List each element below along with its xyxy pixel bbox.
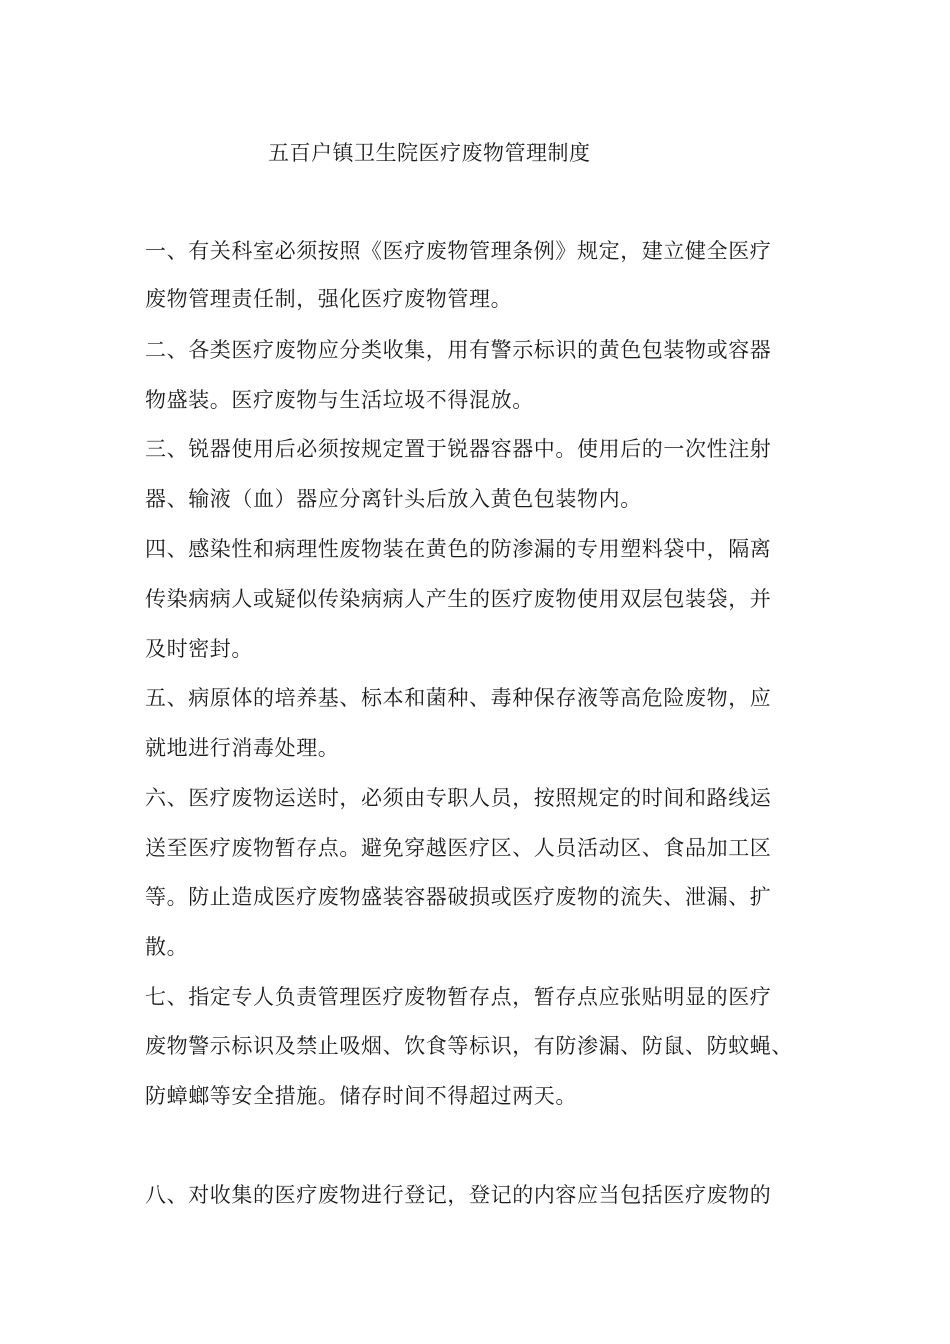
text-line: 送至医疗废物暂存点。避免穿越医疗区、人员活动区、食品加工区 bbox=[145, 836, 772, 860]
text-line: 一、有关科室必须按照《医疗废物管理条例》规定，建立健全医疗 bbox=[145, 239, 772, 263]
text-line: 七、指定专人负责管理医疗废物暂存点，暂存点应张贴明显的医疗 bbox=[145, 985, 772, 1009]
document-title: 五百户镇卫生院医疗废物管理制度 bbox=[268, 141, 591, 165]
text-line: 三、锐器使用后必须按规定置于锐器容器中。使用后的一次性注射 bbox=[145, 437, 772, 461]
text-line: 就地进行消毒处理。 bbox=[145, 736, 340, 760]
text-line: 五、病原体的培养基、标本和菌种、毒种保存液等高危险废物，应 bbox=[145, 686, 772, 710]
text-line: 等。防止造成医疗废物盛装容器破损或医疗废物的流失、泄漏、扩 bbox=[145, 885, 772, 909]
text-line: 二、各类医疗废物应分类收集，用有警示标识的黄色包装物或容器 bbox=[145, 338, 772, 362]
text-line: 防蟑螂等安全措施。储存时间不得超过两天。 bbox=[145, 1084, 577, 1108]
text-line: 四、感染性和病理性废物装在黄色的防渗漏的专用塑料袋中，隔离 bbox=[145, 537, 772, 561]
text-line: 及时密封。 bbox=[145, 637, 253, 661]
text-line: 废物警示标识及禁止吸烟、饮食等标识，有防渗漏、防鼠、防蚊蝇、 bbox=[145, 1034, 793, 1058]
text-line: 八、对收集的医疗废物进行登记，登记的内容应当包括医疗废物的 bbox=[145, 1183, 772, 1207]
text-line: 六、医疗废物运送时，必须由专职人员，按照规定的时间和路线运 bbox=[145, 786, 772, 810]
text-line: 物盛装。医疗废物与生活垃圾不得混放。 bbox=[145, 388, 534, 412]
text-line: 器、输液（血）器应分离针头后放入黄色包装物内。 bbox=[145, 487, 642, 511]
text-line: 废物管理责任制，强化医疗废物管理。 bbox=[145, 287, 513, 311]
text-line: 散。 bbox=[145, 935, 189, 959]
text-line: 传染病病人或疑似传染病病人产生的医疗废物使用双层包装袋，并 bbox=[145, 587, 772, 611]
